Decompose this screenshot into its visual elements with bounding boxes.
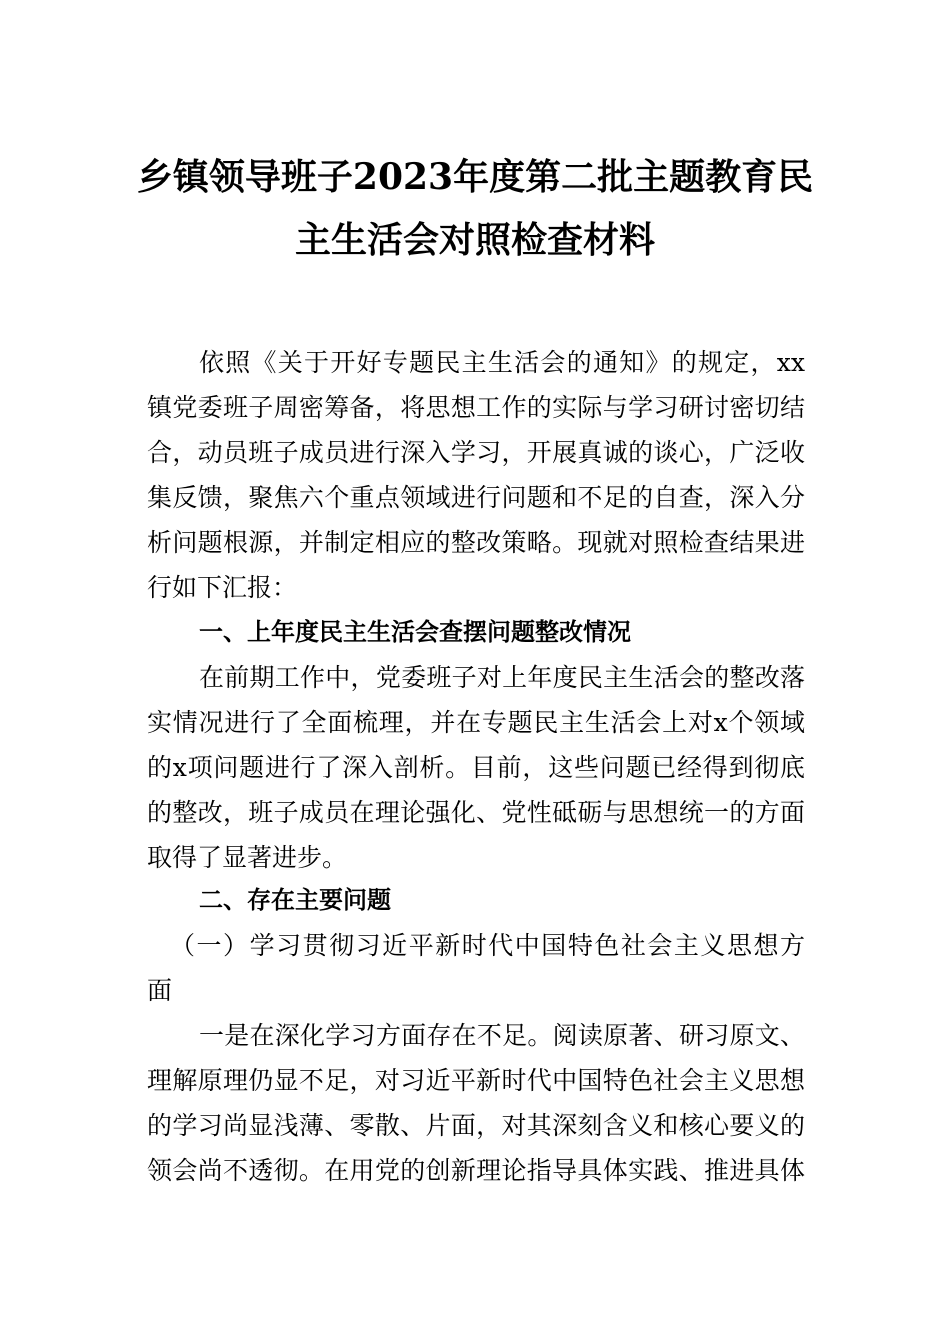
section-1-line: 的x项问题进行了深入剖析。目前，这些问题已经得到彻底 — [147, 753, 805, 782]
subsection-1-heading: 面 — [147, 976, 173, 1005]
section-1-line: 取得了显著进步。 — [147, 843, 348, 872]
section-1-heading: 一、上年度民主生活会查摆问题整改情况 — [199, 618, 631, 646]
intro-line: 行如下汇报： — [147, 573, 298, 602]
section-1-line: 的整改，班子成员在理论强化、党性砥砺与思想统一的方面 — [147, 798, 805, 827]
intro-line: 集反馈，聚焦六个重点领域进行问题和不足的自查，深入分 — [147, 483, 805, 512]
section-1-line: 实情况进行了全面梳理，并在专题民主生活会上对x个领域 — [147, 708, 805, 737]
intro-line: 依照《关于开好专题民主生活会的通知》的规定，xx — [199, 348, 805, 377]
intro-line: 合，动员班子成员进行深入学习，开展真诚的谈心，广泛收 — [147, 438, 805, 467]
section-2-line: 一是在深化学习方面存在不足。阅读原著、研习原文、 — [199, 1021, 805, 1050]
section-2-line: 领会尚不透彻。在用党的创新理论指导具体实践、推进具体 — [147, 1156, 805, 1185]
section-1-line: 在前期工作中，党委班子对上年度民主生活会的整改落 — [199, 663, 805, 692]
section-2-line: 的学习尚显浅薄、零散、片面，对其深刻含义和核心要义的 — [147, 1111, 805, 1140]
document-title-line-2: 主生活会对照检查材料 — [294, 219, 655, 261]
subsection-1-heading: （一）学习贯彻习近平新时代中国特色社会主义思想方 — [170, 931, 805, 960]
intro-line: 析问题根源，并制定相应的整改策略。现就对照检查结果进 — [147, 528, 805, 557]
section-2-line: 理解原理仍显不足，对习近平新时代中国特色社会主义思想 — [147, 1066, 805, 1095]
intro-line: 镇党委班子周密筹备，将思想工作的实际与学习研讨密切结 — [147, 393, 805, 422]
document-title-line-1: 乡镇领导班子2023年度第二批主题教育民 — [136, 156, 814, 198]
section-2-heading: 二、存在主要问题 — [199, 886, 391, 914]
